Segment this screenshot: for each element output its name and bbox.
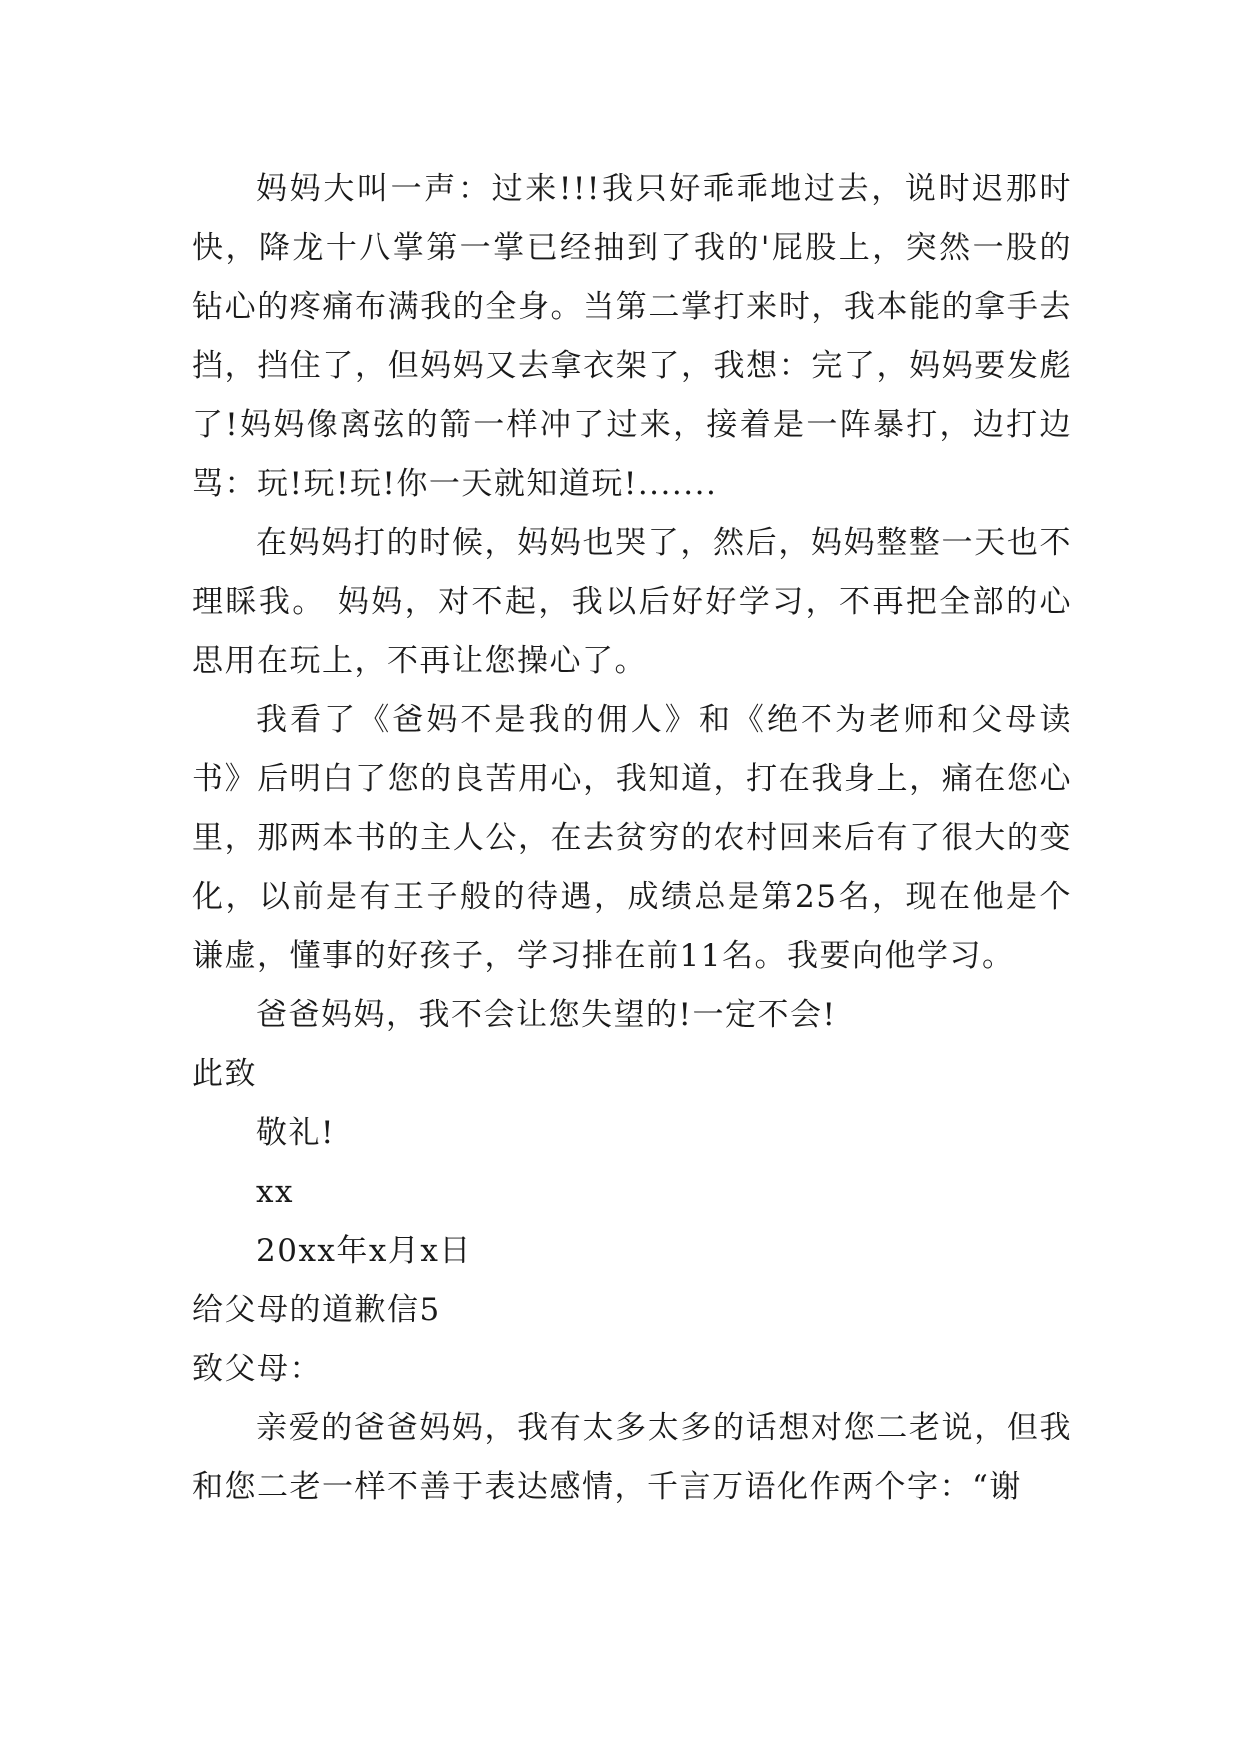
signature-line: xx	[256, 1174, 294, 1210]
next-letter-title: 给父母的道歉信5	[192, 1292, 441, 1328]
next-letter-paragraph: 亲爱的爸爸妈妈，我有太多太多的话想对您二老说，但我和您二老一样不善于表达感情，千言万语化作两个字：“谢	[192, 1410, 1072, 1505]
next-letter-greeting: 致父母：	[192, 1351, 322, 1387]
paragraph-1: 妈妈大叫一声：过来!!!我只好乖乖地过去，说时迟那时快，降龙十八掌第一掌已经抽到了我的'屁股上，突然一股的钻心的疼痛布满我的全身。当第二掌打来时，我本能的拿手去挡，挡住了，但妈妈又去拿衣架了，我想：完了，妈妈要发彪了!妈妈像离弦的箭一样冲了过来，接着是一阵暴打，边打边骂：玩!玩!玩!你一天就知道玩!.......	[192, 171, 1072, 502]
date-line: 20xx年x月x日	[256, 1233, 472, 1269]
salute-line: 敬礼!	[256, 1115, 335, 1151]
paragraph-2: 在妈妈打的时候，妈妈也哭了，然后，妈妈整整一天也不理睬我。 妈妈，对不起，我以后好好学习，不再把全部的心思用在玩上，不再让您操心了。	[192, 525, 1072, 679]
paragraph-3: 我看了《爸妈不是我的佣人》和《绝不为老师和父母读书》后明白了您的良苦用心，我知道，打在我身上，痛在您心里，那两本书的主人公，在去贫穷的农村回来后有了很大的变化，以前是有王子般的待遇，成绩总是第25名，现在他是个谦虚，懂事的好孩子，学习排在前11名。我要向他学习。	[192, 702, 1072, 974]
document-body	[192, 160, 1072, 1517]
paragraph-4: 爸爸妈妈，我不会让您失望的!一定不会!	[256, 997, 837, 1033]
closing-line: 此致	[192, 1056, 257, 1092]
